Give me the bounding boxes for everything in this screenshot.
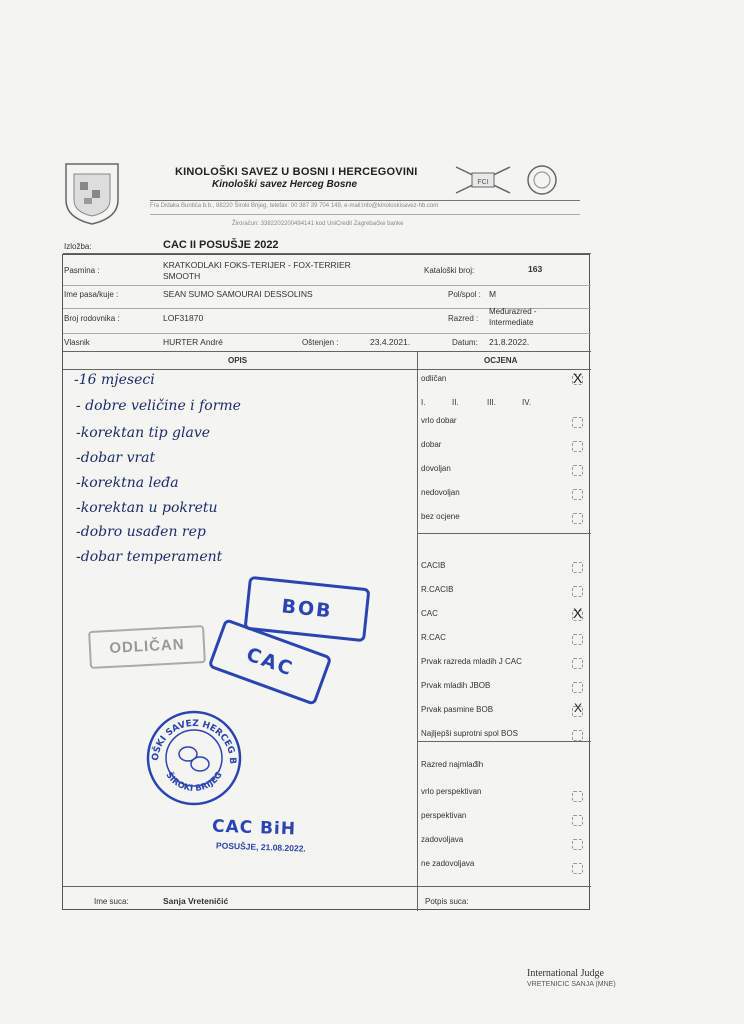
- judge-stamp-line1: International Judge: [527, 968, 604, 979]
- sex-value: M: [489, 289, 497, 299]
- organization-title: KINOLOŠKI SAVEZ U BOSNI I HERCEGOVINI: [175, 166, 418, 178]
- youngest-ne-zadovoljava-checkbox: [572, 863, 583, 874]
- description-line-4: -dobar vrat: [76, 450, 156, 466]
- youngest-vrlo-perspektivan: vrlo perspektivan: [421, 787, 482, 796]
- grade-bez-ocjene: bez ocjene: [421, 512, 460, 521]
- dog-name-value: SEAN SUMO SAMOURAI DESSOLINS: [163, 289, 313, 299]
- place-1: I.: [421, 398, 426, 407]
- place-2: II.: [452, 398, 459, 407]
- title-cac: CAC: [421, 609, 438, 618]
- title-prvak-mladih: Prvak mladih JBOB: [421, 681, 491, 690]
- title-prvak-razreda-checkbox: [572, 658, 583, 669]
- seal-bottom-text: ŠIROKI BRIJEG: [163, 770, 225, 794]
- pedigree-value: LOF31870: [163, 313, 204, 323]
- date-value: 21.8.2022.: [489, 337, 530, 347]
- class-label: Razred :: [448, 314, 479, 323]
- whelped-label: Oštenjen :: [302, 338, 339, 347]
- grade-dobar-checkbox: [572, 441, 583, 452]
- catalog-label: Kataloški broj:: [424, 266, 475, 275]
- round-logo: [526, 164, 558, 196]
- judge-label: Ime suca:: [94, 897, 129, 906]
- event-name: CAC II POSUŠJE 2022: [163, 239, 279, 251]
- bank-line: Žiroračun: 3382202200494141 kod UniCredit Zagrebačke banke: [232, 221, 404, 227]
- title-rcac: R.CAC: [421, 633, 446, 642]
- sex-label: Pol/spol :: [448, 290, 481, 299]
- seal-top-text: OŠKI SAVEZ HERCEG B: [150, 718, 238, 765]
- description-header: OPIS: [228, 356, 248, 365]
- pedigree-label: Broj rodovnika :: [64, 314, 120, 323]
- cac-bih-date: POSUŠJE, 21.08.2022.: [215, 840, 306, 854]
- title-prvak-pasmine: Prvak pasmine BOB: [421, 705, 494, 714]
- youngest-perspektivan-checkbox: [572, 815, 583, 826]
- grade-dobar: dobar: [421, 440, 442, 449]
- description-line-2: - dobre veličine i forme: [76, 398, 241, 414]
- grade-dovoljan: dovoljan: [421, 464, 451, 473]
- judge-stamp-line2: VRETENICIC SANJA (MNE): [527, 981, 616, 988]
- bob-stamp: BOB: [244, 576, 371, 642]
- title-cacib: CACIB: [421, 561, 446, 570]
- youngest-zadovoljava-checkbox: [572, 839, 583, 850]
- judge-name: Sanja Vreteničić: [163, 896, 229, 906]
- date-label: Datum:: [452, 338, 478, 347]
- youngest-vrlo-perspektivan-checkbox: [572, 791, 583, 802]
- place-3: III.: [487, 398, 496, 407]
- description-line-8: -dobar temperament: [76, 549, 223, 565]
- title-rcac-checkbox: [572, 634, 583, 645]
- grade-bez-ocjene-checkbox: [572, 513, 583, 524]
- title-prvak-mladih-checkbox: [572, 682, 583, 693]
- cac-bih-stamp: CAC BiH: [211, 816, 297, 840]
- description-line-6: -korektan u pokretu: [76, 500, 218, 516]
- breed-label: Pasmina :: [64, 266, 100, 275]
- judging-form: [62, 254, 590, 910]
- dog-name-label: Ime pasa/kuje :: [64, 290, 119, 299]
- grade-vrlo-dobar: vrlo dobar: [421, 416, 457, 425]
- grade-vrlo-dobar-checkbox: [572, 417, 583, 428]
- title-prvak-razreda: Prvak razreda mladih J CAC: [421, 657, 522, 666]
- fci-logo: [452, 163, 514, 197]
- kinoloski-savez-seal: [144, 708, 244, 808]
- header-divider-2: [150, 214, 580, 215]
- description-line-1: -16 mjeseci: [74, 372, 155, 388]
- organization-subtitle: Kinološki savez Herceg Bosne: [212, 179, 358, 190]
- title-rcacib: R.CACIB: [421, 585, 454, 594]
- kinoloski-savez-logo: [62, 160, 122, 226]
- title-bob-mark: X: [574, 701, 583, 715]
- breed-value-line1: KRATKODLAKI FOKS-TERIJER - FOX-TERRIER: [163, 260, 351, 270]
- title-rcacib-checkbox: [572, 586, 583, 597]
- title-najljepsi: Najljepši suprotni spol BOS: [421, 729, 518, 738]
- description-line-5: -korektna leđa: [76, 475, 179, 491]
- address-line: Fra Didaka Buntića b.b., 88220 Široki Brijeg, telefax: 00 387 39 704 149, e-mail:info@kinoloskisavez-hb.com: [150, 203, 439, 209]
- cac-stamp: CAC: [208, 618, 333, 706]
- grade-odlican: odličan: [421, 374, 447, 383]
- event-label: Izložba:: [64, 242, 92, 251]
- title-cacib-checkbox: [572, 562, 583, 573]
- whelped-value: 23.4.2021.: [370, 337, 411, 347]
- description-line-3: -korektan tip glave: [76, 425, 211, 441]
- class-value-line2: Intermediate: [489, 318, 534, 327]
- breed-value-line2: SMOOTH: [163, 271, 201, 281]
- class-value-line1: Međurazred -: [489, 307, 537, 316]
- youngest-heading: Razred najmlađih: [421, 760, 484, 769]
- title-najljepsi-checkbox: [572, 730, 583, 741]
- youngest-zadovoljava: zadovoljava: [421, 835, 464, 844]
- catalog-number: 163: [528, 264, 543, 274]
- grade-nedovoljan-checkbox: [572, 489, 583, 500]
- grade-odlican-mark: X: [573, 370, 583, 386]
- place-4: IV.: [522, 398, 532, 407]
- grading-header: OCJENA: [484, 356, 518, 365]
- grade-nedovoljan: nedovoljan: [421, 488, 460, 497]
- description-line-7: -dobro usađen rep: [76, 524, 206, 540]
- svg-text:FCI: FCI: [477, 179, 489, 186]
- youngest-ne-zadovoljava: ne zadovoljava: [421, 859, 475, 868]
- owner-value: HURTER André: [163, 337, 223, 347]
- signature-label: Potpis suca:: [425, 897, 469, 906]
- youngest-perspektivan: perspektivan: [421, 811, 467, 820]
- grade-dovoljan-checkbox: [572, 465, 583, 476]
- header-divider: [150, 200, 580, 201]
- title-cac-mark: X: [573, 605, 583, 621]
- owner-label: Vlasnik: [64, 338, 90, 347]
- odlican-stamp: ODLIČAN: [88, 625, 206, 669]
